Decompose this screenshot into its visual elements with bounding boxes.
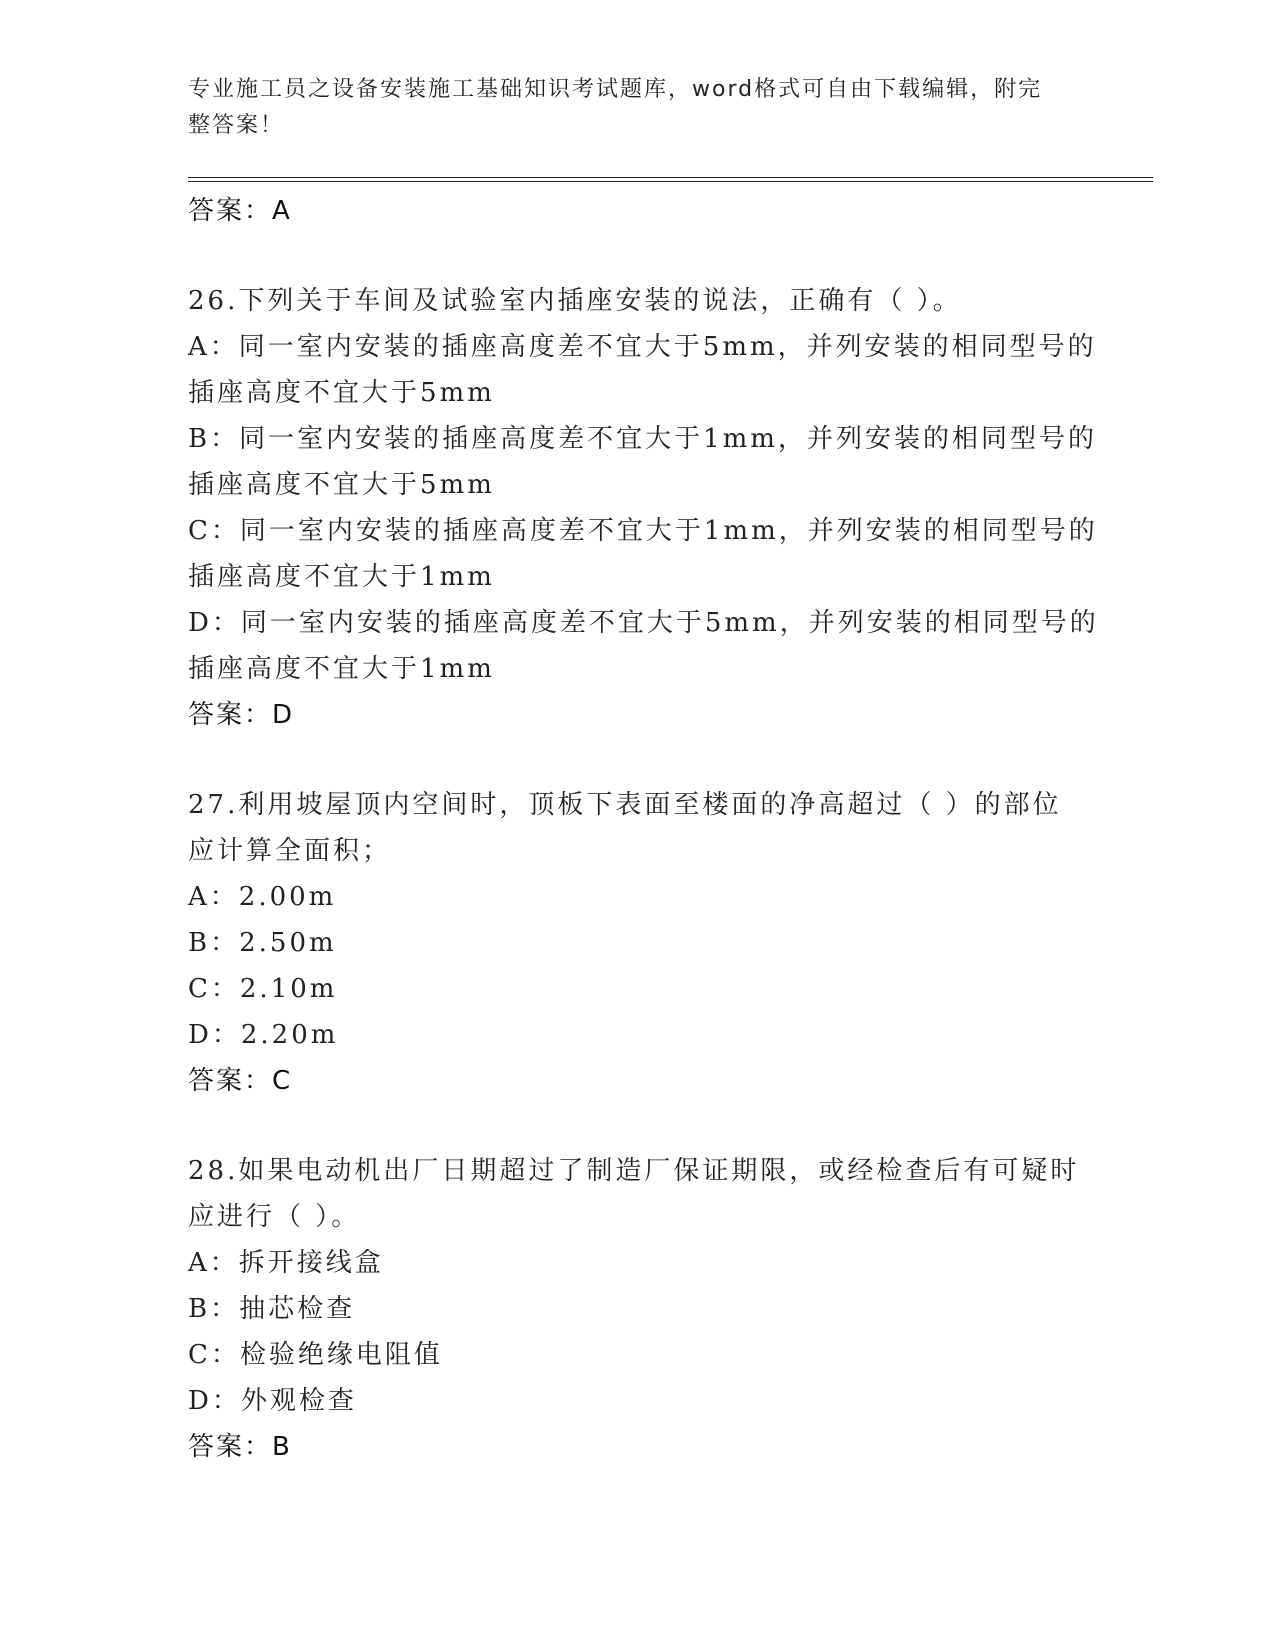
option-c: C：检验绝缘电阻值 <box>188 1340 443 1370</box>
option-d: D：外观检查 <box>188 1386 357 1416</box>
option-b-line-2: 插座高度不宜大于5mm <box>188 470 495 500</box>
option-c-line-2: 插座高度不宜大于1mm <box>188 562 495 592</box>
document-content <box>188 188 1099 1470</box>
question-answer: 答案：C <box>188 1066 293 1096</box>
question-28 <box>188 1148 1088 1470</box>
spacer <box>188 234 1088 278</box>
question-stem: 26.下列关于车间及试验室内插座安装的说法，正确有（ ）。 <box>188 286 962 316</box>
spacer <box>188 738 1088 782</box>
option-a-line-1: A：同一室内安装的插座高度差不宜大于5mm，并列安装的相同型号的 <box>188 332 1097 362</box>
option-d-line-1: D：同一室内安装的插座高度差不宜大于5mm，并列安装的相同型号的 <box>188 608 1099 638</box>
document-header <box>188 72 1068 144</box>
question-answer: 答案：B <box>188 1432 292 1462</box>
option-d: D：2.20m <box>188 1020 339 1050</box>
option-a-line-2: 插座高度不宜大于5mm <box>188 378 495 408</box>
question-stem-line-2: 应计算全面积； <box>188 836 392 866</box>
question-stem-line-1: 28.如果电动机出厂日期超过了制造厂保证期限，或经检查后有可疑时 <box>188 1156 1080 1186</box>
question-27 <box>188 782 1088 1104</box>
option-c: C：2.10m <box>188 974 338 1004</box>
question-answer: 答案：D <box>188 700 295 730</box>
option-b: B：2.50m <box>188 928 337 958</box>
option-b: B：抽芯检查 <box>188 1294 356 1324</box>
option-a: A：拆开接线盒 <box>188 1248 384 1278</box>
option-a: A：2.00m <box>188 882 337 912</box>
option-b-line-1: B：同一室内安装的插座高度差不宜大于1mm，并列安装的相同型号的 <box>188 424 1097 454</box>
option-c-line-1: C：同一室内安装的插座高度差不宜大于1mm，并列安装的相同型号的 <box>188 516 1098 546</box>
spacer <box>188 1104 1088 1148</box>
question-26 <box>188 278 1099 738</box>
header-line-2: 整答案！ <box>188 113 285 138</box>
previous-answer: 答案：A <box>188 196 292 226</box>
question-stem-line-1: 27.利用坡屋顶内空间时，顶板下表面至楼面的净高超过（ ）的部位 <box>188 790 1062 820</box>
header-rule-top <box>188 177 1153 178</box>
header-rule-bottom <box>188 181 1153 182</box>
header-line-1: 专业施工员之设备安装施工基础知识考试题库，word格式可自由下载编辑，附完 <box>188 77 1043 102</box>
question-stem-line-2: 应进行（ ）。 <box>188 1202 361 1232</box>
option-d-line-2: 插座高度不宜大于1mm <box>188 654 495 684</box>
